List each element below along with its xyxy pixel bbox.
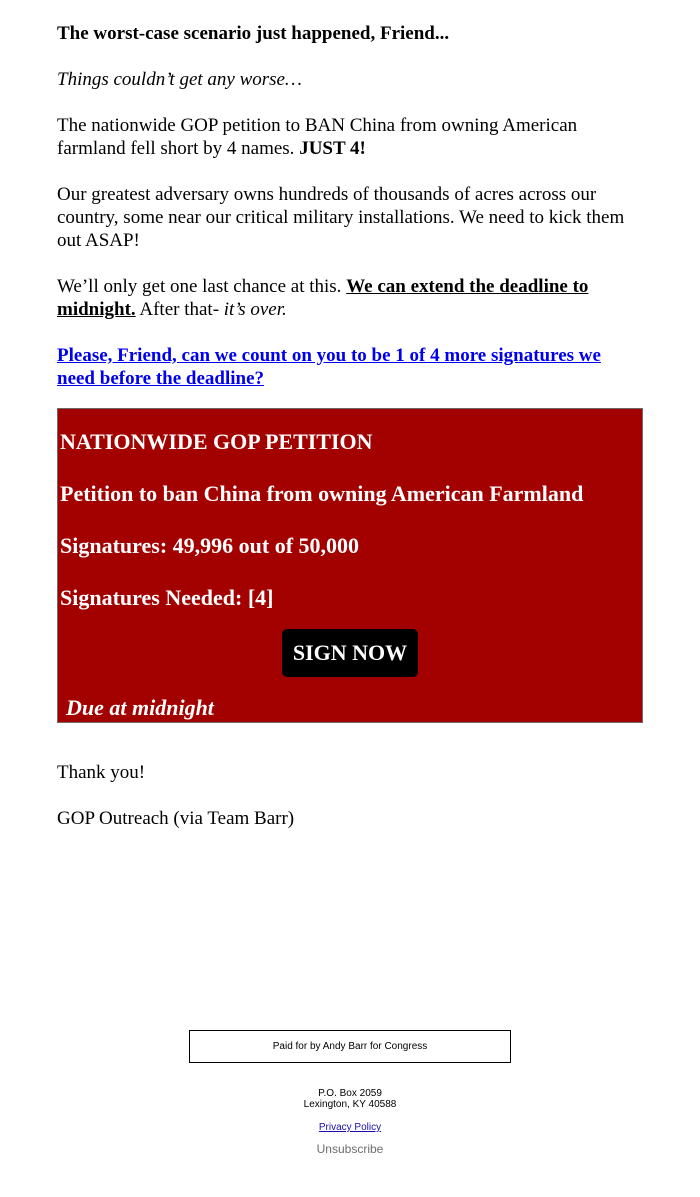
its-over-italic: it’s over.: [223, 299, 287, 320]
petition-title: NATIONWIDE GOP PETITION: [60, 429, 373, 454]
cta-link[interactable]: Please, Friend, can we count on you to be 1 of 4 more signatures we need before the deadline?: [57, 345, 601, 389]
address-line-1: P.O. Box 2059: [318, 1088, 382, 1099]
sign-now-button[interactable]: SIGN NOW: [282, 629, 418, 677]
paragraph-deadline-after: After that-: [135, 299, 224, 320]
petition-box[interactable]: [57, 408, 643, 723]
cta-paragraph: [57, 344, 643, 390]
unsubscribe-link[interactable]: Unsubscribe: [316, 1142, 384, 1156]
signatures-needed: Signatures Needed: [4]: [60, 585, 274, 610]
paragraph-deadline-text: We’ll only get one last chance at this.: [57, 276, 347, 297]
paragraph-shortfall-text: The nationwide GOP petition to BAN China from owning American farmland fell short by 4 names.: [57, 115, 578, 159]
paid-for-disclaimer: Paid for by Andy Barr for Congress: [189, 1030, 511, 1063]
privacy-policy-link[interactable]: Privacy Policy: [318, 1122, 382, 1133]
deadline-label: Due at midnight: [66, 695, 214, 720]
paragraph-adversary: Our greatest adversary owns hundreds of thousands of acres across our country, some near our critical military installations. We need to kick them out ASAP!: [57, 184, 625, 251]
headline: The worst-case scenario just happened, Friend...: [57, 23, 450, 44]
just-four-emphasis: JUST 4!: [299, 138, 366, 159]
thanks-text: Thank you!: [57, 762, 146, 783]
paragraph-shortfall: [57, 114, 617, 160]
signoff-text: GOP Outreach (via Team Barr): [57, 808, 295, 829]
paragraph-deadline: [57, 275, 632, 321]
deadline-extension-emphasis: We can extend the deadline to midnight.: [57, 276, 589, 320]
subheadline: Things couldn’t get any worse…: [57, 69, 302, 90]
petition-subject: Petition to ban China from owning American Farmland: [60, 481, 584, 506]
signature-count: Signatures: 49,996 out of 50,000: [60, 533, 360, 558]
address-line-2: Lexington, KY 40588: [303, 1099, 397, 1110]
privacy-policy-container: [0, 1122, 700, 1133]
